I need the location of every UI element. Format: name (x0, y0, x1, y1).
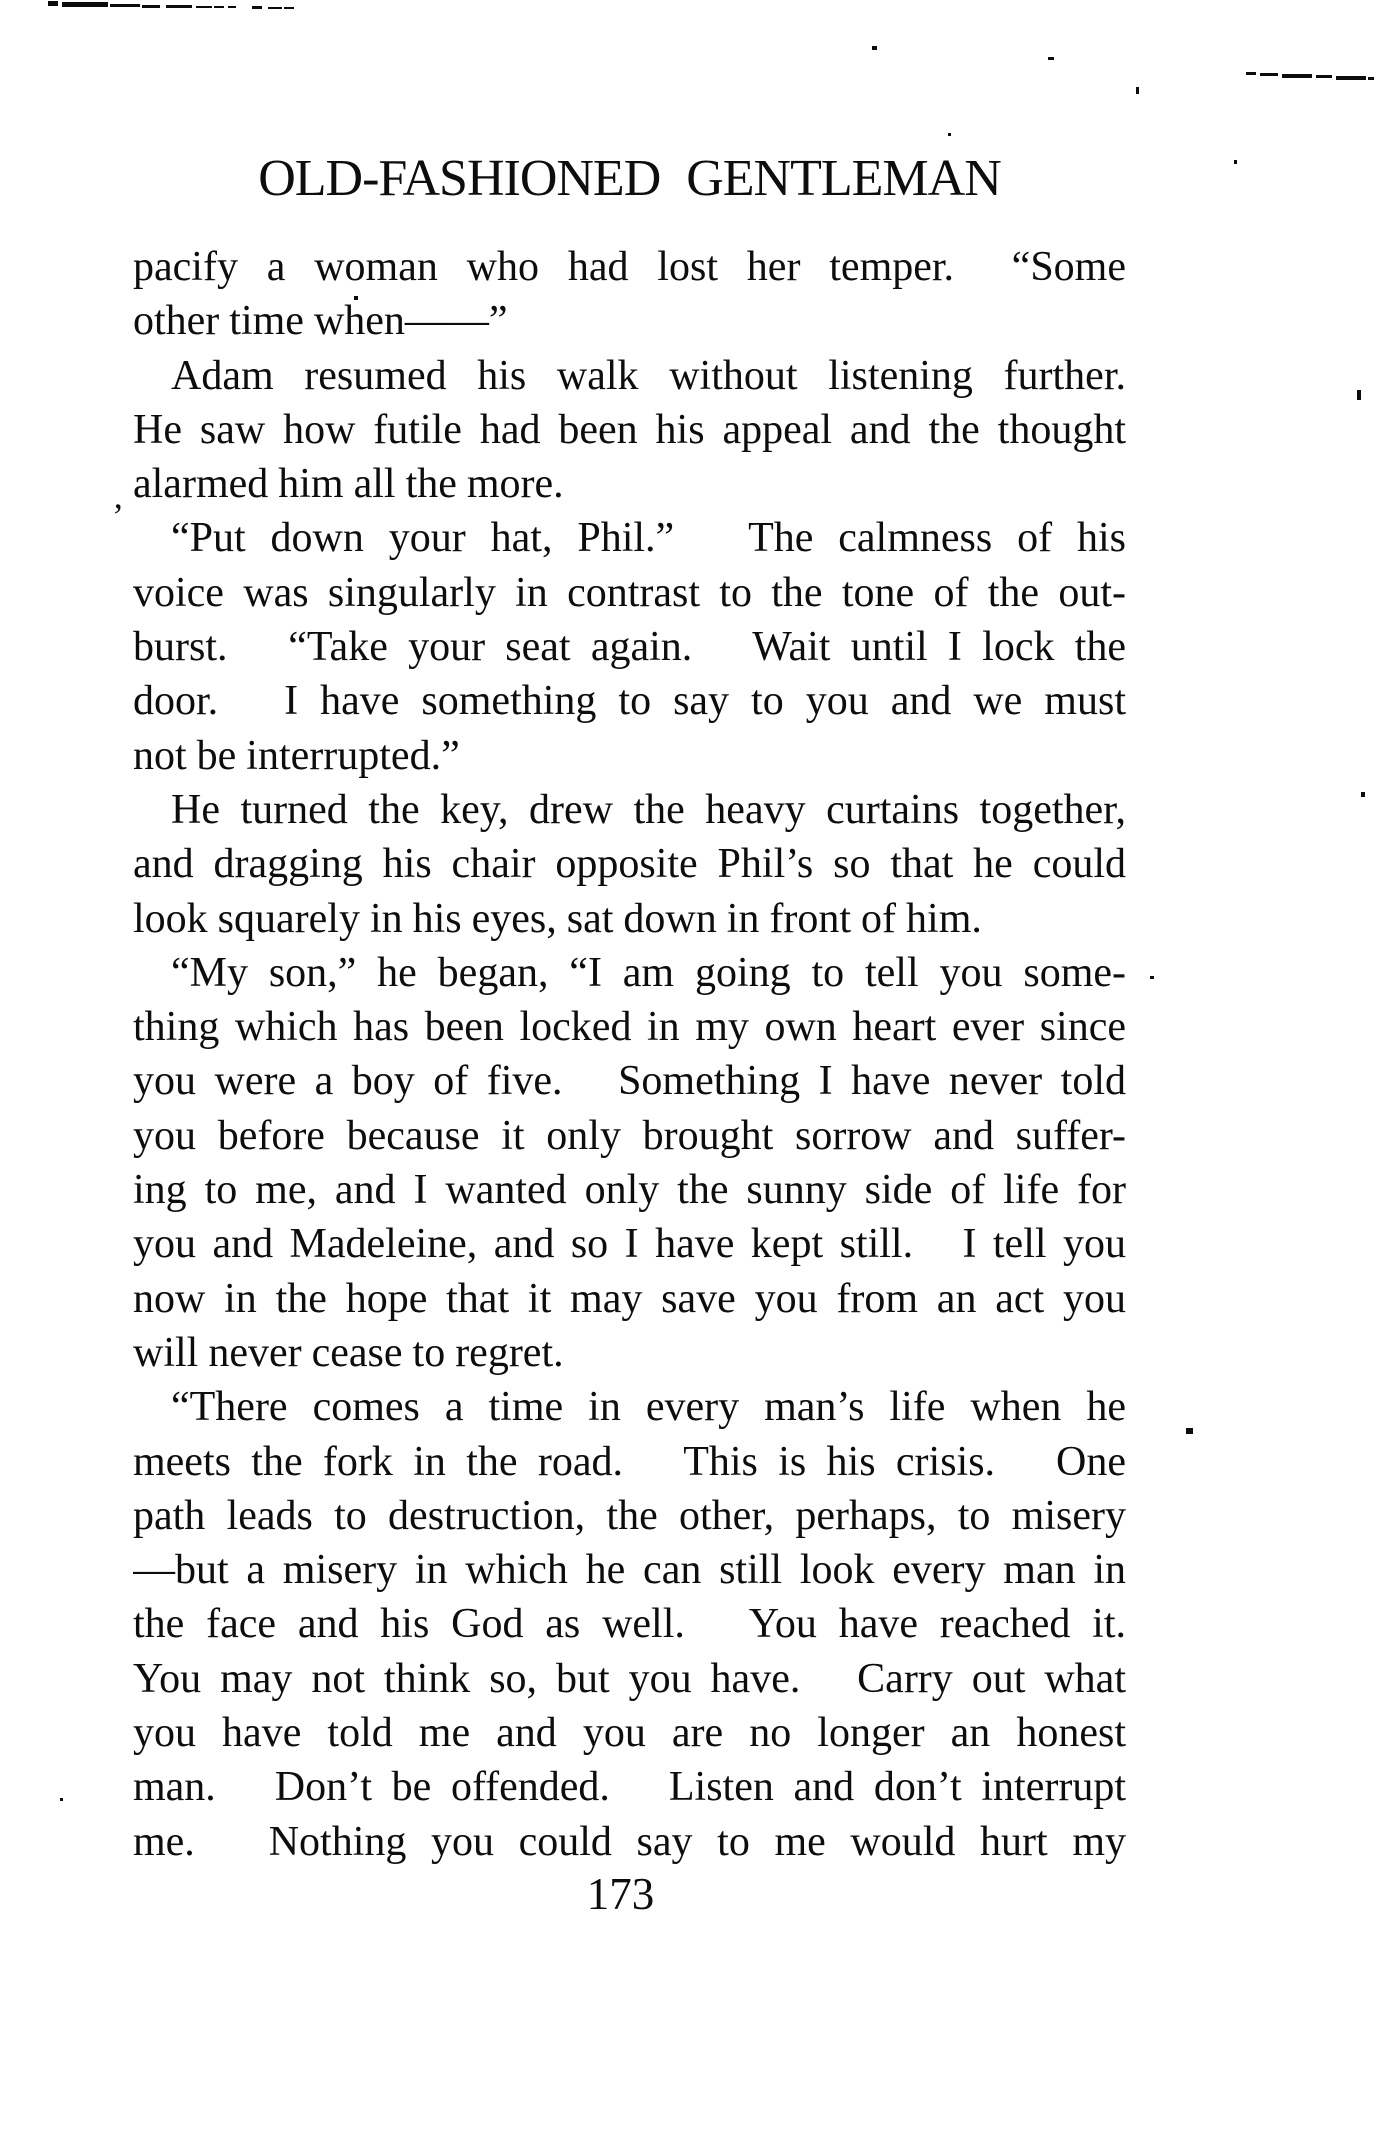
scan-noise-mark (1316, 75, 1332, 78)
scan-speck (1186, 1428, 1193, 1434)
text-line: the face and his God as well. You have reached it. (133, 1601, 1126, 1648)
scan-noise-mark (1368, 77, 1374, 80)
scan-noise-mark (196, 6, 212, 8)
scan-noise-mark (284, 7, 294, 9)
scan-noise-mark (252, 6, 262, 9)
text-line: “Put down your hat, Phil.” The calmness of his (171, 515, 1126, 562)
scan-speck (1150, 976, 1154, 979)
scan-noise-mark (268, 7, 282, 9)
text-line: man. Don’t be offended. Listen and don’t interrupt (133, 1764, 1126, 1811)
text-line: not be interrupted.” (133, 732, 460, 779)
text-line: door. I have something to say to you and we must (133, 678, 1126, 725)
scan-speck (1357, 390, 1361, 400)
text-line: path leads to destruction, the other, perhaps, to misery (133, 1492, 1126, 1539)
text-line: you before because it only brought sorrow and suffer- (133, 1112, 1126, 1159)
text-line: other time when——” (133, 298, 508, 345)
scan-speck (60, 1798, 63, 1801)
text-line: ing to me, and I wanted only the sunny side of life for (133, 1167, 1126, 1214)
scan-noise-mark (110, 4, 140, 7)
scan-speck (872, 46, 877, 50)
text-line: me. Nothing you could say to me would hurt my (133, 1818, 1126, 1865)
text-line: and dragging his chair opposite Phil’s so that he could (133, 841, 1126, 888)
scan-noise-mark (48, 1, 58, 6)
margin-stray-mark: ’ (112, 496, 124, 536)
text-line: now in the hope that it may save you from an act you (133, 1275, 1126, 1322)
text-line: you have told me and you are no longer an honest (133, 1710, 1126, 1757)
text-line: thing which has been locked in my own heart ever since (133, 1004, 1126, 1051)
scan-noise-mark (166, 5, 192, 8)
text-line: alarmed him all the more. (133, 461, 564, 508)
scan-noise-mark (1260, 73, 1278, 76)
scan-noise-mark (62, 2, 108, 7)
text-line: burst. “Take your seat again. Wait until I lock the (133, 624, 1126, 671)
scan-noise-mark (1336, 76, 1366, 80)
page-number: 173 (586, 1869, 655, 1919)
running-header: OLD-FASHIONED GENTLEMAN (258, 150, 1001, 207)
text-line: meets the fork in the road. This is his crisis. One (133, 1438, 1126, 1485)
text-line: you were a boy of five. Something I have never told (133, 1058, 1126, 1105)
scan-noise-mark (228, 6, 236, 8)
scan-speck (1234, 160, 1237, 164)
scan-noise-mark (214, 6, 224, 8)
text-line: He saw how futile had been his appeal and the thought (133, 406, 1126, 453)
scan-speck (1361, 792, 1365, 797)
text-line: “My son,” he began, “I am going to tell you some- (171, 949, 1126, 996)
body-text (133, 240, 1126, 1869)
scan-speck (1048, 57, 1054, 60)
text-line: “There comes a time in every man’s life when he (171, 1384, 1126, 1431)
text-line: He turned the key, drew the heavy curtains together, (171, 786, 1126, 833)
scan-speck (1136, 87, 1139, 94)
text-line: you and Madeleine, and so I have kept still. I tell you (133, 1221, 1126, 1268)
scan-noise-mark (1246, 72, 1256, 75)
text-line: will never cease to regret. (133, 1329, 564, 1376)
text-line: You may not think so, but you have. Carry out what (133, 1655, 1126, 1702)
scan-speck (948, 133, 951, 136)
text-line: voice was singularly in contrast to the tone of the out- (133, 569, 1126, 616)
text-line: look squarely in his eyes, sat down in front of him. (133, 895, 982, 942)
scan-noise-mark (1282, 74, 1312, 78)
text-line: pacify a woman who had lost her temper. “Some (133, 244, 1126, 290)
text-line: Adam resumed his walk without listening further. (171, 352, 1126, 399)
scan-noise-mark (142, 5, 160, 8)
text-line: —but a misery in which he can still look every man in (133, 1547, 1126, 1594)
